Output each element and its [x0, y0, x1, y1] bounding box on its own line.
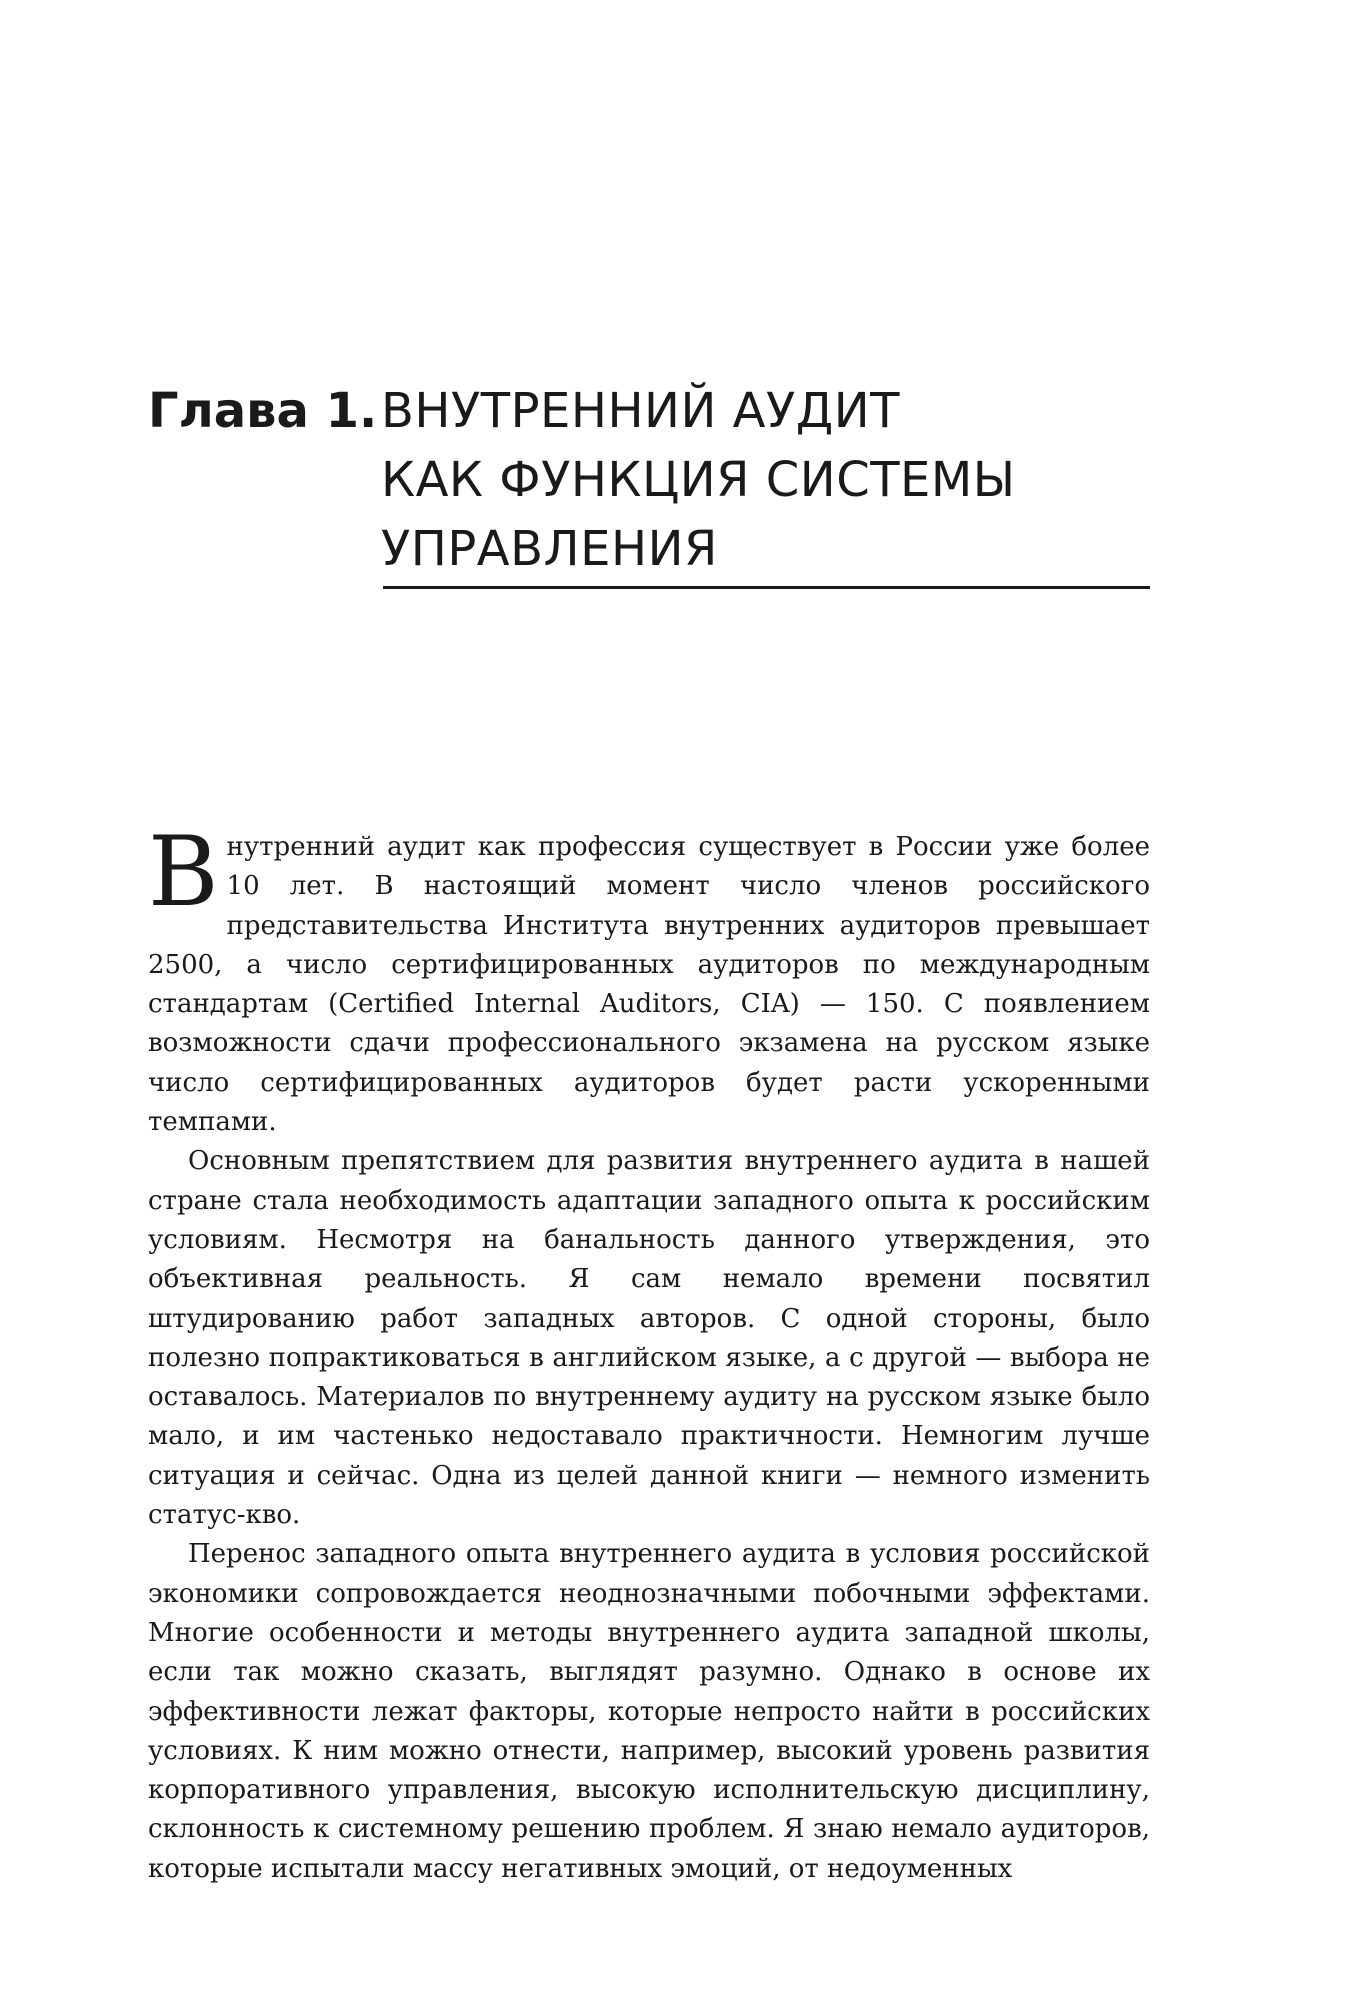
paragraph-text: нутренний аудит как профессия существует в России уже более 10 лет. В настоящий момент число членов российского представительства Института внутренних аудиторов превышает 2500, а число сертифицированных аудиторов по международным стандартам (Certified Internal Auditors, CIA) — 150. С появлением возможности сдачи профессионального экзамена на русском языке число сертифицированных аудиторов будет расти ускоренными темпами. — [148, 832, 1150, 1138]
chapter-title-line: УПРАВЛЕНИЯ — [381, 521, 718, 577]
chapter-label: Глава 1. — [148, 383, 378, 439]
chapter-title-line: ВНУТРЕННИЙ АУДИТ — [381, 383, 900, 439]
drop-cap: В — [148, 816, 219, 928]
chapter-title — [381, 377, 1151, 584]
paragraph: Перенос западного опыта внутреннего аудита в условия российской экономики сопровождается неоднозначными побочными эффектами. Многие особенности и методы внутреннего аудита западной школы, если так можно сказать, выглядят разумно. Однако в основе их эффективности лежат факторы, которые непросто найти в российских условиях. К ним можно отнести, например, высокий уровень развития корпоративного управления, высокую исполнительскую дисциплину, склонность к системному решению проблем. Я знаю немало аудиторов, которые испытали массу негативных эмоций, от недоуменных — [148, 1539, 1150, 1884]
title-underline-divider — [383, 586, 1150, 589]
body-text — [148, 816, 1150, 1889]
paragraph — [148, 816, 1150, 1142]
chapter-title-line: КАК ФУНКЦИЯ СИСТЕМЫ — [381, 452, 1016, 508]
paragraph: Основным препятствием для развития внутреннего аудита в нашей стране стала необходимость адаптации западного опыта к российским условиям. Несмотря на банальность данного утверждения, это объективная реальность. Я сам немало времени посвятил штудированию работ западных авторов. С одной стороны, было полезно попрактиковаться в английском языке, а с другой — выбора не оставалось. Материалов по внутреннему аудиту на русском языке было мало, и им частенько недоставало практичности. Немногим лучше ситуация и сейчас. Одна из целей данной книги — немного изменить статус-кво. — [148, 1146, 1150, 1531]
